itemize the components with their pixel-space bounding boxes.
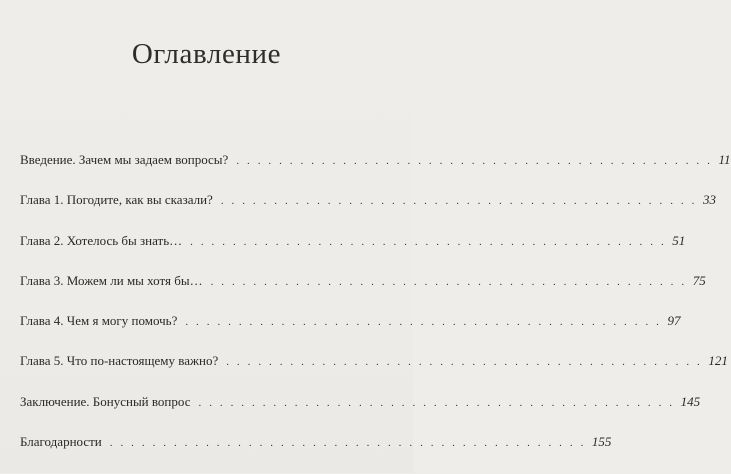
dot-leader: . . . . . . . . . . . . . . . . . . . . . . . . . . . . . . . . . . . . . . . . . . . . . [226,356,703,369]
toc-entry-title: Благодарности [20,434,102,450]
toc-entry-page: 145 [680,393,701,409]
toc-entry-title: Заключение. Бонусный вопрос [20,393,191,409]
toc-entry-page: 75 [692,272,706,288]
toc-entry [20,313,681,353]
dot-leader: . . . . . . . . . . . . . . . . . . . . . . . . . . . . . . . . . . . . . . . . . . . . . [109,437,586,450]
toc-entry-title: Глава 3. Можем ли мы хотя бы… [20,272,203,288]
toc-entry-title: Глава 5. Что по-настоящему важно? [20,353,219,369]
dot-leader: . . . . . . . . . . . . . . . . . . . . . . . . . . . . . . . . . . . . . . . . . . . . . [185,316,662,329]
toc-entry-page: 33 [702,192,716,208]
toc-entry-page: 155 [591,434,612,450]
table-of-contents [20,152,731,474]
toc-entry [20,232,686,273]
toc-entry-page: 97 [667,313,681,329]
dot-leader: . . . . . . . . . . . . . . . . . . . . . . . . . . . . . . . . . . . . . . . . . . . . . [210,275,687,288]
toc-entry [20,272,706,313]
toc-entry [20,152,731,192]
toc-entry [20,353,728,393]
toc-entry-title: Глава 1. Погодите, как вы сказали? [20,192,213,208]
dot-leader: . . . . . . . . . . . . . . . . . . . . . . . . . . . . . . . . . . . . . . . . . . . . . [198,396,675,409]
toc-entry-title: Введение. Зачем мы задаем вопросы? [20,152,229,167]
dot-leader: . . . . . . . . . . . . . . . . . . . . . . . . . . . . . . . . . . . . . . . . . . . . . [220,195,697,208]
dot-leader: . . . . . . . . . . . . . . . . . . . . . . . . . . . . . . . . . . . . . . . . . . . . . [236,155,713,167]
toc-entry-page: 121 [708,353,728,369]
dot-leader: . . . . . . . . . . . . . . . . . . . . . . . . . . . . . . . . . . . . . . . . . . . . . [190,235,667,248]
toc-entry-page: 51 [672,232,686,248]
toc-entry-title: Глава 2. Хотелось бы знать… [20,232,183,248]
toc-entry-page: 11 [718,152,731,167]
page-title: Оглавление [131,38,282,70]
toc-entry [20,393,701,434]
toc-entry [20,192,716,232]
toc-entry-title: Глава 4. Чем я могу помочь? [20,313,178,329]
toc-entry [20,434,612,474]
